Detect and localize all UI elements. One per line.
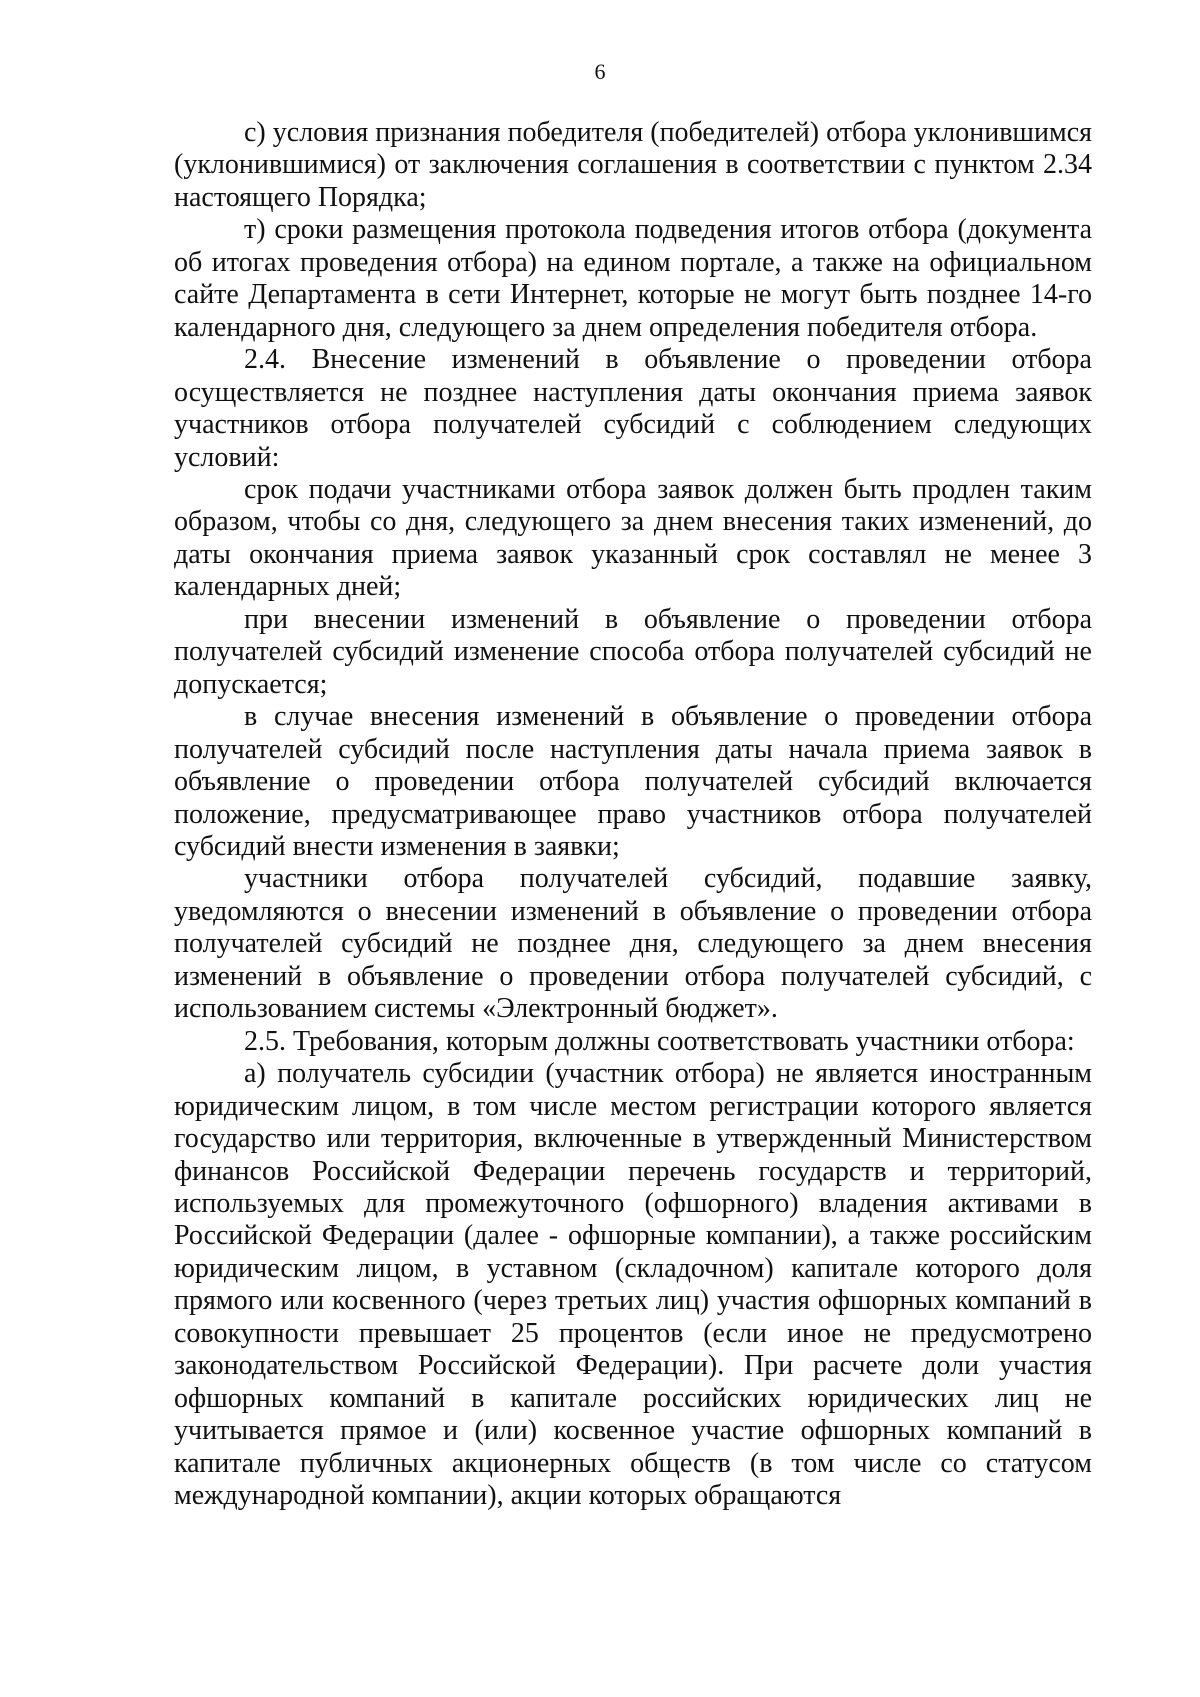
paragraph-item-s: с) условия признания победителя (победителей) отбора уклонившимся (уклонившимися) от заключения соглашения в соответствии с пунктом 2.34 настоящего Порядка; — [174, 117, 1092, 213]
paragraph-clause-2-4: 2.4. Внесение изменений в объявление о проведении отбора осуществляется не позднее наступления даты окончания приема заявок участников отбора получателей субсидий с соблюдением следующих условий: — [174, 344, 1092, 473]
page-number: 6 — [594, 59, 606, 84]
paragraph-requirement-a: а) получатель субсидии (участник отбора) не является иностранным юридическим лицом, в том числе местом регистрации которого является государство или территория, включенные в утвержденный Министерством финансов Российской Федерации перечень государств и территорий, используемых для промежуточного (офшорного) владения активами в Российской Федерации (далее - офшорные компании), а также российским юридическим лицом, в уставном (складочном) капитале которого доля прямого или косвенного (через третьих лиц) участия офшорных компаний в совокупности превышает 25 процентов (если иное не предусмотрено законодательством Российской Федерации). При расчете доли участия офшорных компаний в капитале российских юридических лиц не учитывается прямое и (или) косвенное участие офшорных компаний в капитале публичных акционерных обществ (в том числе со статусом международной компании), акции которых обращаются — [174, 1058, 1092, 1512]
paragraph-condition-notification: участники отбора получателей субсидий, подавшие заявку, уведомляются о внесении изменений в объявление о проведении отбора получателей субсидий не позднее дня, следующего за днем внесения изменений в объявление о проведении отбора получателей субсидий, с использованием системы «Электронный бюджет». — [174, 863, 1092, 1025]
paragraph-condition-deadline: срок подачи участниками отбора заявок должен быть продлен таким образом, чтобы со дня, следующего за днем внесения таких изменений, до даты окончания приема заявок указанный срок составлял не менее 3 календарных дней; — [174, 473, 1092, 603]
paragraph-item-t: т) сроки размещения протокола подведения итогов отбора (документа об итогах проведения отбора) на едином портале, а также на официальном сайте Департамента в сети Интернет, которые не могут быть позднее 14-го календарного дня, следующего за днем определения победителя отбора. — [174, 214, 1092, 343]
paragraph-condition-method: при внесении изменений в объявление о проведении отбора получателей субсидий изменение способа отбора получателей субсидий не допускается; — [174, 603, 1092, 700]
document-body — [174, 117, 1092, 1512]
paragraph-clause-2-5: 2.5. Требования, которым должны соответствовать участники отбора: — [244, 1025, 1075, 1057]
paragraph-condition-changes: в случае внесения изменений в объявление о проведении отбора получателей субсидий после наступления даты начала приема заявок в объявление о проведении отбора получателей субсидий включается положение, предусматривающее право участников отбора получателей субсидий внести изменения в заявки; — [174, 701, 1092, 862]
